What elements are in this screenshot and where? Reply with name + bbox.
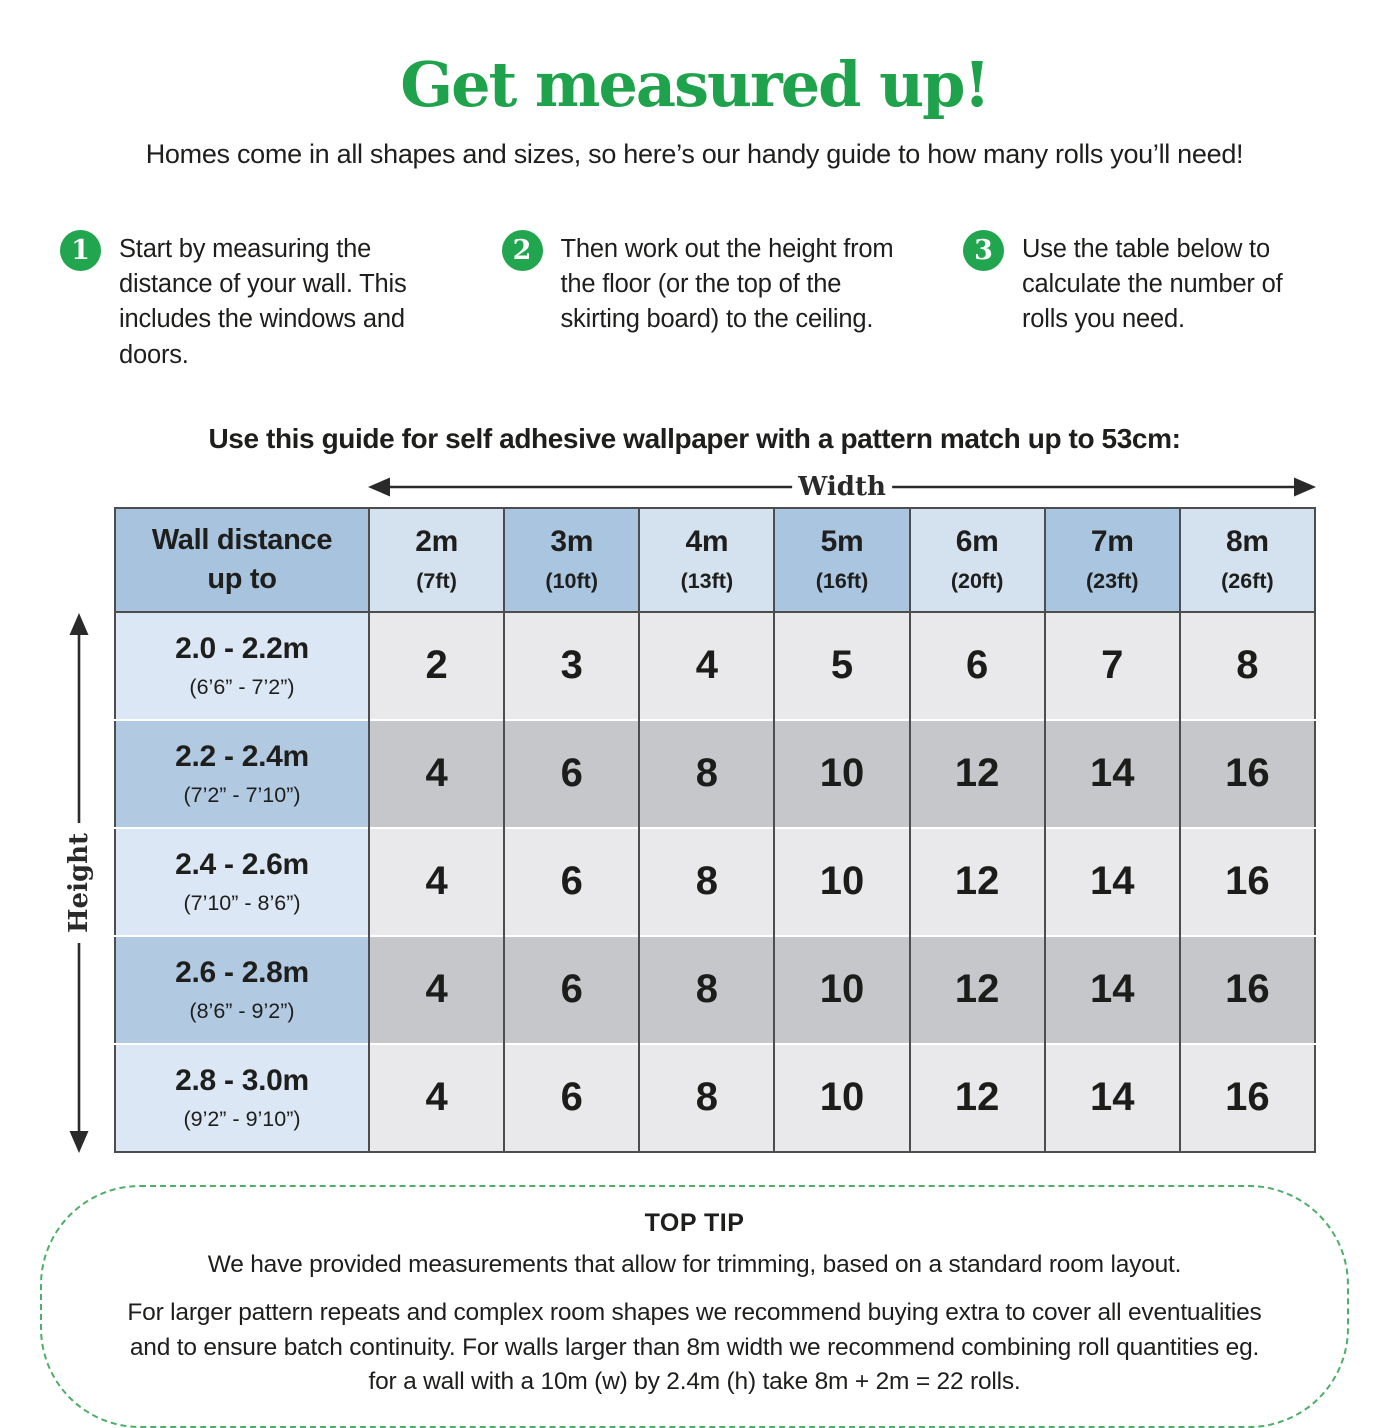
value-cell: 4 bbox=[369, 1044, 504, 1152]
table-row bbox=[115, 936, 1315, 1044]
table-zone bbox=[64, 471, 1316, 1153]
top-tip-title: TOP TIP bbox=[644, 1208, 745, 1237]
column-feet: (10ft) bbox=[545, 569, 598, 594]
row-header-cell bbox=[115, 936, 369, 1044]
row-range-ft: (7’2” - 7’10”) bbox=[183, 782, 301, 807]
row-header-cell bbox=[115, 828, 369, 936]
column-meters: 4m bbox=[685, 525, 729, 559]
step-text: Then work out the height from the floor (or the top of the skirting board) to the ceiling. bbox=[560, 235, 894, 334]
height-axis-arrow bbox=[65, 613, 93, 1153]
column-feet: (20ft) bbox=[950, 569, 1004, 594]
row-header-cell bbox=[115, 720, 369, 828]
row-range-ft: (7’10” - 8’6”) bbox=[183, 890, 301, 915]
row-range-m: 2.2 - 2.4m bbox=[175, 739, 309, 773]
top-tip-line-1: We have provided measurements that allow for trimming, based on a standard room layout. bbox=[207, 1250, 1182, 1278]
row-range-m: 2.6 - 2.8m bbox=[175, 955, 309, 989]
column-meters: 5m bbox=[820, 525, 864, 559]
value-cell: 4 bbox=[369, 936, 504, 1044]
step-number-badge: 1 bbox=[60, 230, 101, 271]
column-feet: (7ft) bbox=[416, 569, 457, 594]
column-header-3m bbox=[504, 508, 639, 612]
row-range-ft: (9’2” - 9’10”) bbox=[183, 1106, 301, 1131]
column-header-8m bbox=[1180, 508, 1315, 612]
column-header-5m bbox=[774, 508, 909, 612]
row-range-ft: (8’6” - 9’2”) bbox=[189, 998, 295, 1023]
value-cell: 16 bbox=[1180, 828, 1315, 936]
table-header-row bbox=[115, 508, 1315, 612]
value-cell: 10 bbox=[774, 828, 909, 936]
top-tip-line-2: For larger pattern repeats and complex room shapes we recommend buying extra to cover all eventualities and to ensure batch continuity. For walls larger than 8m width we recommend combining roll quantities eg. for a wall with a 10m (w) by 2.4m (h) take 8m + 2m = 22 rolls. bbox=[127, 1298, 1262, 1396]
width-axis-arrow bbox=[368, 473, 1316, 501]
value-cell: 6 bbox=[504, 828, 639, 936]
value-cell: 10 bbox=[774, 936, 909, 1044]
row-range-m: 2.0 - 2.2m bbox=[175, 631, 309, 665]
value-cell: 14 bbox=[1045, 828, 1180, 936]
value-cell: 4 bbox=[369, 720, 504, 828]
corner-header-cell bbox=[115, 508, 369, 612]
column-meters: 7m bbox=[1090, 525, 1134, 559]
value-cell: 3 bbox=[504, 612, 639, 720]
width-axis-label: Width bbox=[792, 472, 892, 502]
value-cell: 16 bbox=[1180, 1044, 1315, 1152]
value-cell: 2 bbox=[369, 612, 504, 720]
column-meters: 8m bbox=[1226, 525, 1269, 559]
rolls-table bbox=[114, 507, 1316, 1153]
step-item-1 bbox=[60, 230, 450, 373]
value-cell: 14 bbox=[1045, 1044, 1180, 1152]
value-cell: 6 bbox=[504, 1044, 639, 1152]
value-cell: 4 bbox=[369, 828, 504, 936]
value-cell: 12 bbox=[910, 720, 1045, 828]
column-meters: 3m bbox=[550, 525, 594, 559]
value-cell: 6 bbox=[504, 936, 639, 1044]
row-range-ft: (6’6” - 7’2”) bbox=[189, 674, 295, 699]
table-row bbox=[115, 720, 1315, 828]
value-cell: 7 bbox=[1045, 612, 1180, 720]
value-cell: 4 bbox=[639, 612, 774, 720]
column-meters: 2m bbox=[415, 525, 458, 559]
column-header-2m bbox=[369, 508, 504, 612]
value-cell: 8 bbox=[1180, 612, 1315, 720]
value-cell: 10 bbox=[774, 720, 909, 828]
page-subtitle: Homes come in all shapes and sizes, so here’s our handy guide to how many rolls you’ll need! bbox=[145, 139, 1244, 169]
step-text: Use the table below to calculate the number of rolls you need. bbox=[1022, 235, 1283, 334]
row-header-cell bbox=[115, 612, 369, 720]
value-cell: 14 bbox=[1045, 720, 1180, 828]
table-row bbox=[115, 828, 1315, 936]
step-number-badge: 3 bbox=[963, 230, 1004, 271]
steps-row bbox=[60, 230, 1311, 373]
value-cell: 16 bbox=[1180, 936, 1315, 1044]
column-feet: (13ft) bbox=[680, 569, 734, 594]
value-cell: 6 bbox=[504, 720, 639, 828]
row-range-m: 2.4 - 2.6m bbox=[175, 847, 309, 881]
column-meters: 6m bbox=[955, 525, 999, 559]
value-cell: 12 bbox=[910, 828, 1045, 936]
step-number-badge: 2 bbox=[502, 230, 543, 271]
value-cell: 8 bbox=[639, 720, 774, 828]
column-feet: (26ft) bbox=[1221, 569, 1274, 594]
table-row bbox=[115, 612, 1315, 720]
guide-heading: Use this guide for self adhesive wallpaper with a pattern match up to 53cm: bbox=[208, 422, 1181, 454]
value-cell: 10 bbox=[774, 1044, 909, 1152]
value-cell: 6 bbox=[910, 612, 1045, 720]
row-header-cell bbox=[115, 1044, 369, 1152]
value-cell: 8 bbox=[639, 936, 774, 1044]
column-header-7m bbox=[1045, 508, 1180, 612]
top-tip-box bbox=[40, 1185, 1349, 1428]
value-cell: 12 bbox=[910, 936, 1045, 1044]
value-cell: 8 bbox=[639, 1044, 774, 1152]
column-feet: (23ft) bbox=[1085, 569, 1139, 594]
step-item-2 bbox=[502, 230, 912, 373]
column-header-6m bbox=[910, 508, 1045, 612]
step-text: Start by measuring the distance of your wall. This includes the windows and doors. bbox=[119, 235, 407, 369]
page-title: Get measured up! bbox=[400, 48, 989, 121]
table-row bbox=[115, 1044, 1315, 1152]
corner-header-line: Wall distance bbox=[151, 523, 333, 556]
step-item-3 bbox=[963, 230, 1311, 373]
value-cell: 8 bbox=[639, 828, 774, 936]
value-cell: 16 bbox=[1180, 720, 1315, 828]
value-cell: 5 bbox=[774, 612, 909, 720]
column-feet: (16ft) bbox=[815, 569, 869, 594]
height-axis-label: Height bbox=[64, 823, 94, 943]
corner-header-line: up to bbox=[207, 562, 277, 595]
column-header-4m bbox=[639, 508, 774, 612]
row-range-m: 2.8 - 3.0m bbox=[175, 1063, 309, 1097]
value-cell: 14 bbox=[1045, 936, 1180, 1044]
value-cell: 12 bbox=[910, 1044, 1045, 1152]
